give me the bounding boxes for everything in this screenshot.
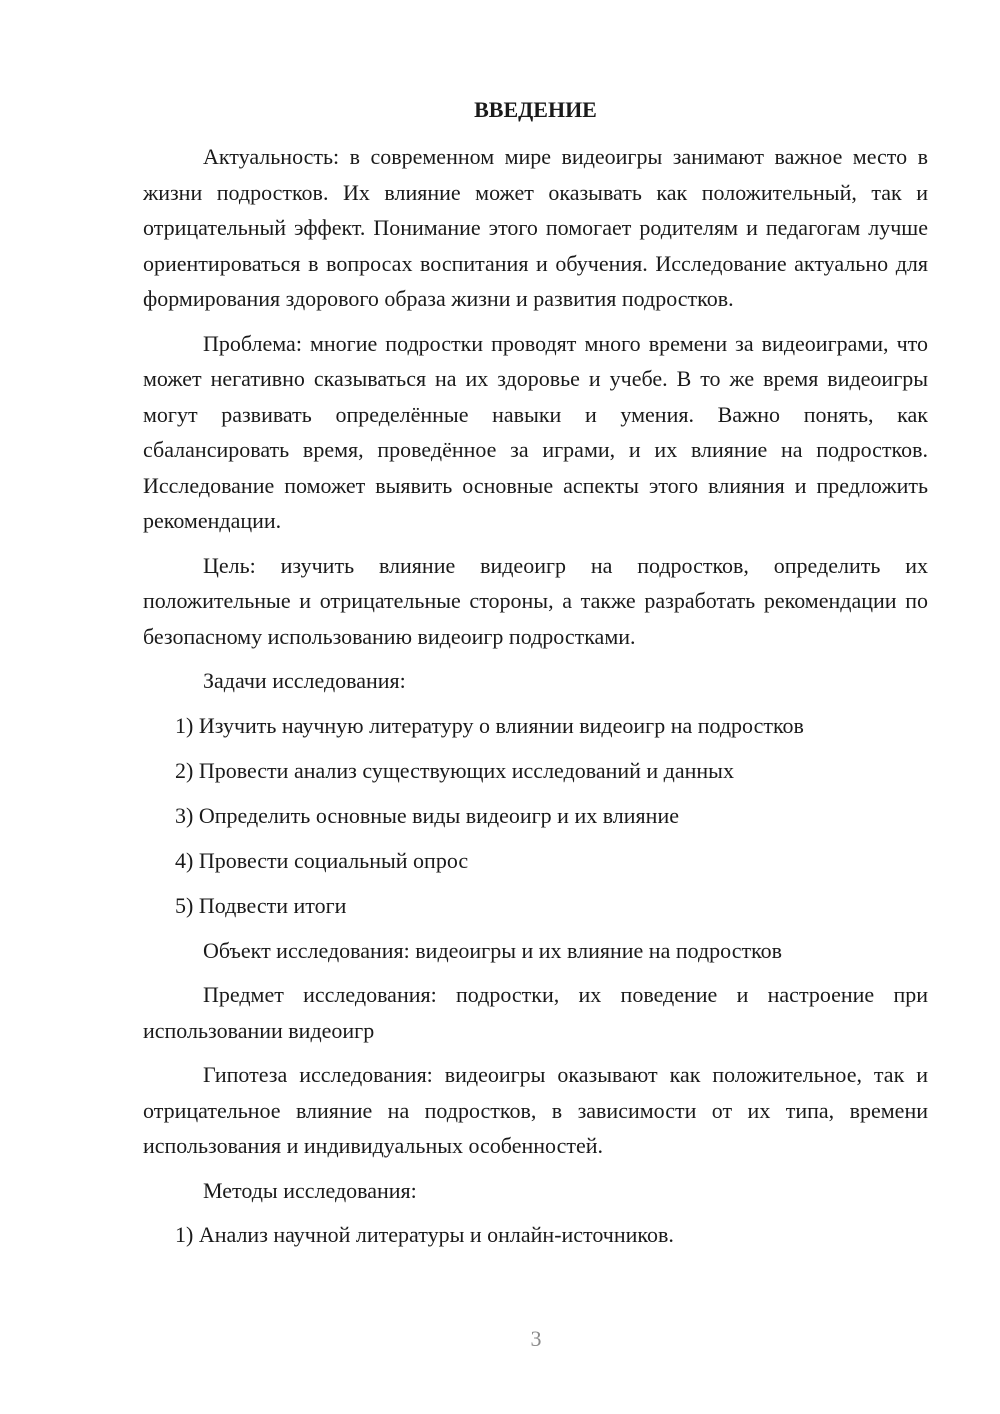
document-title: ВВЕДЕНИЕ xyxy=(474,97,597,122)
tasks-heading: Задачи исследования: xyxy=(203,668,406,693)
task-item: 3) Определить основные виды видеоигр и их влияние xyxy=(175,802,679,828)
paragraph-problem: Проблема: многие подростки проводят много времени за видеоиграми, что может негативно сказываться на их здоровье и учебе. В то же время видеоигры могут развивать определённые навыки и умения. Важно понять, как сбалансировать время, проведённое за играми, и их влияние на подростков. Исследование поможет выявить основные аспекты этого влияния и предложить рекомендации. xyxy=(143,330,928,533)
page-number: 3 xyxy=(530,1326,542,1351)
paragraph-object: Объект исследования: видеоигры и их влияние на подростков xyxy=(203,937,783,963)
method-item: 1) Анализ научной литературы и онлайн-источников. xyxy=(175,1222,674,1247)
paragraph-goal: Цель: изучить влияние видеоигр на подростков, определить их положительные и отрицательные стороны, а также разработать рекомендации по безопасному использованию видеоигр подростками. xyxy=(143,552,928,649)
paragraph-relevance: Актуальность: в современном мире видеоигры занимают важное место в жизни подростков. Их влияние может оказывать как положительный, так и отрицательный эффект. Понимание этого помогает родителям и педагогам лучше ориентироваться в вопросах воспитания и обучения. Исследование актуально для формирования здорового образа жизни и развития подростков. xyxy=(143,144,928,311)
task-item: 1) Изучить научную литературу о влиянии видеоигр на подростков xyxy=(175,712,804,738)
document-page xyxy=(143,92,928,1262)
paragraph-subject: Предмет исследования: подростки, их поведение и настроение при использовании видеоигр xyxy=(143,982,928,1043)
task-item: 4) Провести социальный опрос xyxy=(175,847,469,873)
task-item: 2) Провести анализ существующих исследований и данных xyxy=(175,757,734,783)
paragraph-hypothesis: Гипотеза исследования: видеоигры оказывают как положительное, так и отрицательное влияние на подростков, в зависимости от их типа, времени использования и индивидуальных особенностей. xyxy=(143,1062,928,1158)
methods-heading: Методы исследования: xyxy=(203,1177,417,1203)
task-item: 5) Подвести итоги xyxy=(175,892,347,918)
